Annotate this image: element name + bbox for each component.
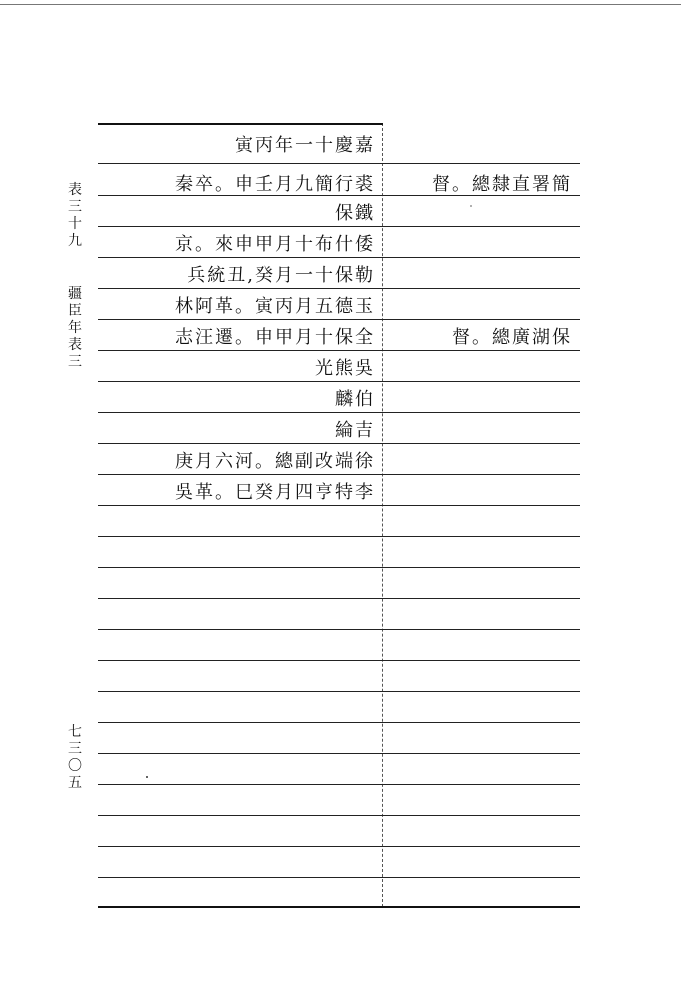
side-char: 三 [68, 199, 82, 215]
table-row [98, 128, 379, 159]
row-rule [98, 906, 580, 908]
side-char: 十 [68, 216, 82, 232]
row-text: 林阿革。寅丙月五德玉 [175, 295, 375, 317]
page-number [66, 724, 84, 792]
table-title-label [66, 286, 84, 371]
table-row [98, 444, 379, 475]
row-rule [98, 567, 580, 568]
row-rule [98, 598, 580, 599]
row-text: 志汪遷。申甲月十保全 [175, 326, 375, 348]
row-rule [98, 536, 580, 537]
row-rule [98, 629, 580, 630]
row-rule [98, 691, 580, 692]
table-row [98, 227, 379, 258]
row-text: 綸吉 [335, 419, 375, 441]
column-divider [382, 123, 383, 907]
table-row [98, 320, 379, 351]
row-rule [98, 753, 580, 754]
table-row [98, 413, 379, 444]
row-rule [98, 784, 580, 785]
row-rule [98, 163, 580, 164]
side-char: 三 [68, 741, 82, 757]
side-char: 〇 [68, 758, 82, 774]
row-rule [98, 877, 580, 878]
table-row [98, 475, 379, 506]
table-row [98, 289, 379, 320]
table-row [98, 382, 379, 413]
row-text: 秦卒。申壬月九簡行裘 [175, 173, 375, 195]
side-char: 七 [68, 724, 82, 740]
table-row-right [385, 167, 576, 198]
table-row-right [385, 320, 576, 351]
print-speck [470, 205, 472, 207]
table-number-label [66, 182, 84, 250]
row-text: 麟伯 [335, 388, 375, 410]
row-text: 督。總隸直署簡 [432, 173, 572, 195]
row-text: 寅丙年一十慶嘉 [235, 134, 375, 156]
side-char: 疆 [68, 286, 82, 302]
side-char: 三 [68, 354, 82, 370]
print-speck [146, 776, 148, 778]
row-rule [98, 846, 580, 847]
side-char: 九 [68, 233, 82, 249]
top-border-line [0, 4, 681, 5]
table-row [98, 351, 379, 382]
row-text: 光熊吳 [315, 357, 375, 379]
row-rule [98, 815, 580, 816]
row-text: 保鐵 [335, 202, 375, 224]
officials-table [98, 123, 580, 907]
table-row [98, 258, 379, 289]
row-rule [98, 660, 580, 661]
row-text: 督。總廣湖保 [452, 326, 572, 348]
table-row [98, 196, 379, 227]
side-char: 五 [68, 775, 82, 791]
side-char: 年 [68, 320, 82, 336]
row-rule [98, 123, 383, 125]
table-row [98, 167, 379, 198]
row-text: 京。來申甲月十布什倭 [175, 233, 375, 255]
row-text: 吳革。巳癸月四亨特李 [175, 481, 375, 503]
side-char: 表 [68, 337, 82, 353]
side-char: 表 [68, 182, 82, 198]
row-text: 庚月六河。總副改端徐 [175, 450, 375, 472]
row-text: 兵統丑,癸月一十保勒 [187, 264, 375, 286]
row-rule [98, 722, 580, 723]
side-char: 臣 [68, 303, 82, 319]
